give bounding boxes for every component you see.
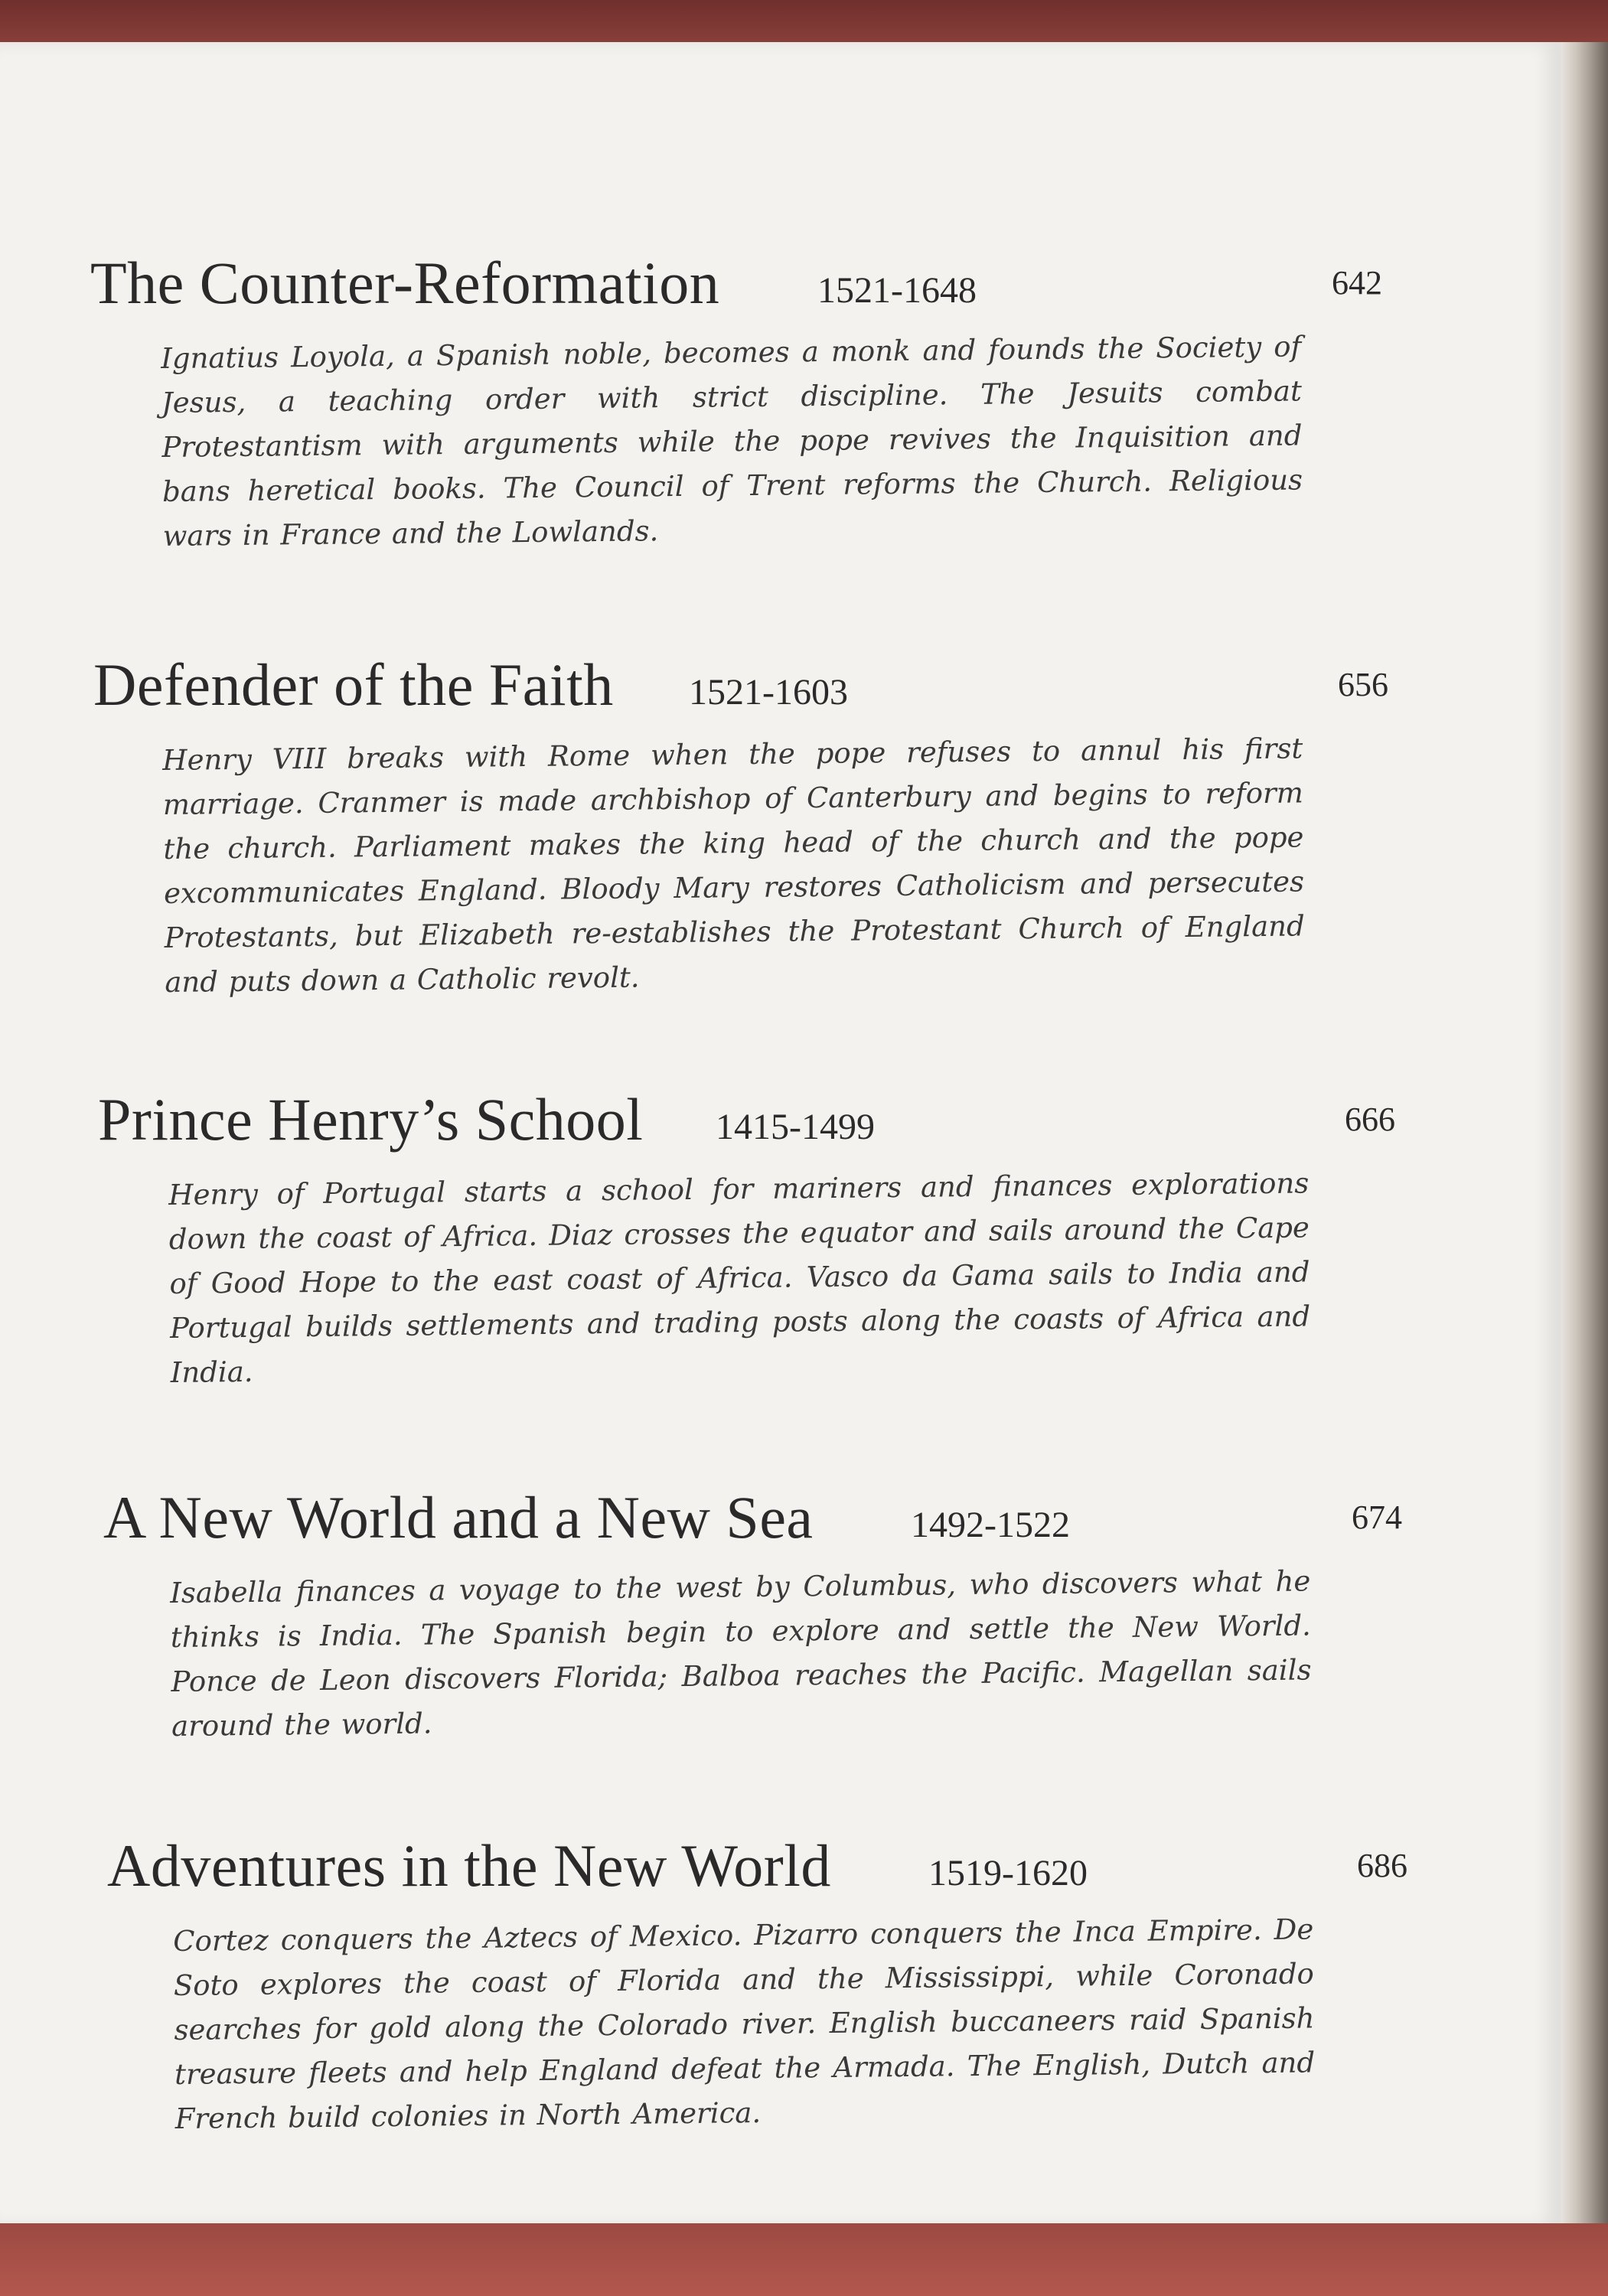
contents-entry (0, 1070, 1454, 1389)
book-cover-top-edge (0, 0, 1608, 46)
entry-heading (0, 233, 1454, 318)
chapter-summary: Isabella finances a voyage to the west by Columbus, who discovers what he thinks is India. The Spanish begin to explore and settle the New World. Ponce de Leon discovers Florida; Balboa reaches the Pacific. Magellan sails around the world. (170, 1564, 1312, 1743)
chapter-page-number: 656 (1338, 666, 1388, 703)
chapter-title: Adventures in the New World (107, 1832, 831, 1899)
book-cover-bottom-edge (0, 2223, 1608, 2296)
chapter-dates: 1521-1603 (689, 672, 848, 713)
chapter-page-number: 686 (1357, 1847, 1407, 1884)
chapter-page-number: 674 (1352, 1499, 1402, 1536)
chapter-title: A New World and a New Sea (103, 1484, 814, 1551)
chapter-summary: Ignatius Loyola, a Spanish noble, becomes a monk and founds the Society of Jesus, a teaching order with strict discipline. The Jesuits combat Protestantism with arguments while the pope revives the Inquisition and bans heretical books. The Council of Trent reforms the Church. Religious wars in France and the Lowlands. (161, 330, 1303, 553)
chapter-dates: 1519-1620 (928, 1853, 1088, 1893)
chapter-summary: Henry of Portugal starts a school for mariners and finances explorations down the coast of Africa. Diaz crosses the equator and sails around the Cape of Good Hope to the east coast of Africa. Vasco da Gama sails to India and Portugal builds settlements and trading posts along the coasts of Africa and India. (168, 1166, 1311, 1389)
chapter-dates: 1492-1522 (911, 1505, 1070, 1545)
chapter-page-number: 666 (1345, 1101, 1395, 1138)
page-stack-edge (1561, 42, 1608, 2227)
chapter-title: The Counter-Reformation (90, 249, 720, 316)
chapter-title: Defender of the Faith (93, 651, 614, 718)
chapter-title: Prince Henry’s School (98, 1086, 644, 1153)
entry-heading (0, 1070, 1454, 1154)
chapter-dates: 1521-1648 (817, 270, 977, 311)
chapter-dates: 1415-1499 (716, 1107, 875, 1147)
chapter-summary: Cortez conquers the Aztecs of Mexico. Pizarro conquers the Inca Empire. De Soto explores the coast of Florida and the Mississippi, while Coronado searches for gold along the Colorado river. English buccaneers raid Spanish treasure fleets and help England defeat the Armada. The English, Dutch and French build colonies in North America. (173, 1913, 1316, 2135)
entry-heading (0, 1468, 1454, 1552)
contents-page (0, 42, 1561, 2227)
entry-heading (0, 635, 1454, 719)
contents-entry (0, 635, 1454, 999)
chapter-summary: Henry VIII breaks with Rome when the pope refuses to annul his first marriage. Cranmer is made archbishop of Canterbury and begins to reform the church. Parliament makes the king head of the church and the pope excommunicates England. Bloody Mary restores Catholicism and persecutes Protestants, but Elizabeth re-establishes the Protestant Church of England and puts down a Catholic revolt. (162, 732, 1305, 999)
contents-entry (0, 1816, 1454, 2135)
entry-heading (0, 1816, 1454, 1900)
contents-entry (0, 233, 1454, 553)
chapter-page-number: 642 (1332, 264, 1382, 302)
contents-entry (0, 1468, 1454, 1743)
